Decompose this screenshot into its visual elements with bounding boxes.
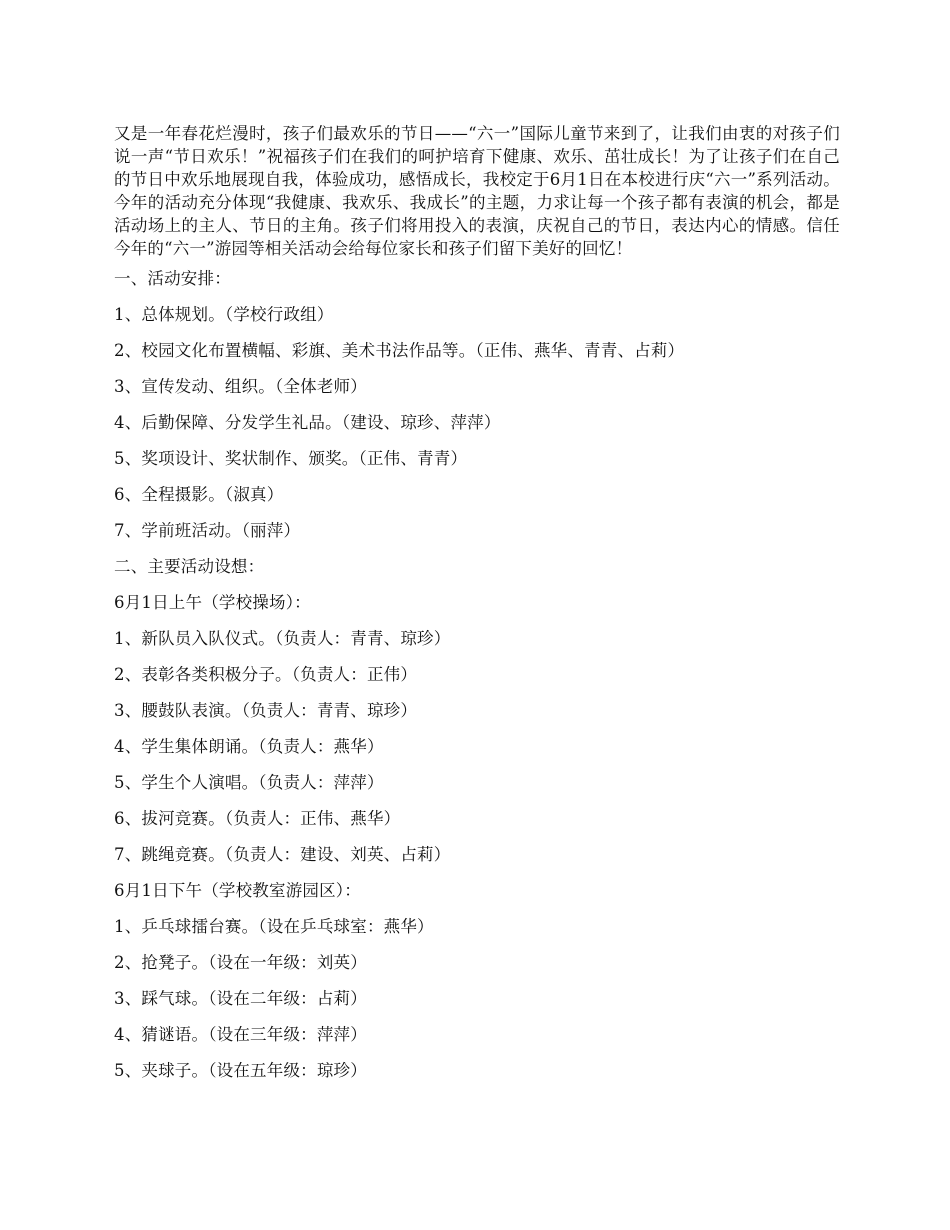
list-item: 6、全程摄影。（淑真） [114,485,284,504]
list-item: 3、宣传发动、组织。（全体老师） [114,377,367,396]
list-item: 5、夹球子。（设在五年级：琼珍） [114,1061,367,1080]
list-item: 5、奖项设计、奖状制作、颁奖。（正伟、青青） [114,449,468,468]
subheading-afternoon: 6月1日下午（学校教室游园区）： [114,881,361,900]
intro-paragraph: 又是一年春花烂漫时，孩子们最欢乐的节日——“六一”国际儿童节来到了，让我们由衷的对孩子们说一声“节日欢乐！”祝福孩子们在我们的呵护培育下健康、欢乐、茁壮成长！为了让孩子们在自己的节日中欢乐地展现自我，体验成功，感悟成长，我校定于6月1日在本校进行庆“六一”系列活动。今年的活动充分体现“我健康、我欢乐、我成长”的主题，力求让每一个孩子都有表演的机会，都是活动场上的主人、节日的主角。孩子们将用投入的表演，庆祝自己的节日，表达内心的情感。信任今年的“六一”游园等相关活动会给每位家长和孩子们留下美好的回忆！ [114,124,840,258]
list-item: 5、学生个人演唱。（负责人：萍萍） [114,773,384,792]
list-item: 3、腰鼓队表演。（负责人：青青、琼珍） [114,701,418,720]
list-item: 7、跳绳竞赛。（负责人：建设、刘英、占莉） [114,845,451,864]
list-item: 2、表彰各类积极分子。（负责人：正伟） [114,665,418,684]
list-item: 2、校园文化布置横幅、彩旗、美术书法作品等。（正伟、燕华、青青、占莉） [114,341,685,360]
list-item: 1、总体规划。（学校行政组） [114,305,334,324]
list-item: 3、踩气球。（设在二年级：占莉） [114,989,367,1008]
list-item: 4、后勤保障、分发学生礼品。（建设、琼珍、萍萍） [114,413,501,432]
list-item: 6、拔河竞赛。（负责人：正伟、燕华） [114,809,401,828]
document-page [114,122,840,1095]
list-item: 4、猜谜语。（设在三年级：萍萍） [114,1025,367,1044]
list-item: 2、抢凳子。（设在一年级：刘英） [114,953,367,972]
section-heading-main-activities: 二、主要活动设想： [114,557,265,576]
list-item: 1、新队员入队仪式。（负责人：青青、琼珍） [114,629,451,648]
section-heading-activity-arrangement: 一、活动安排： [114,269,231,288]
list-item: 1、乒乓球擂台赛。（设在乒乓球室：燕华） [114,917,434,936]
list-item: 7、学前班活动。（丽萍） [114,521,301,540]
subheading-morning: 6月1日上午（学校操场）： [114,593,311,612]
list-item: 4、学生集体朗诵。（负责人：燕华） [114,737,384,756]
